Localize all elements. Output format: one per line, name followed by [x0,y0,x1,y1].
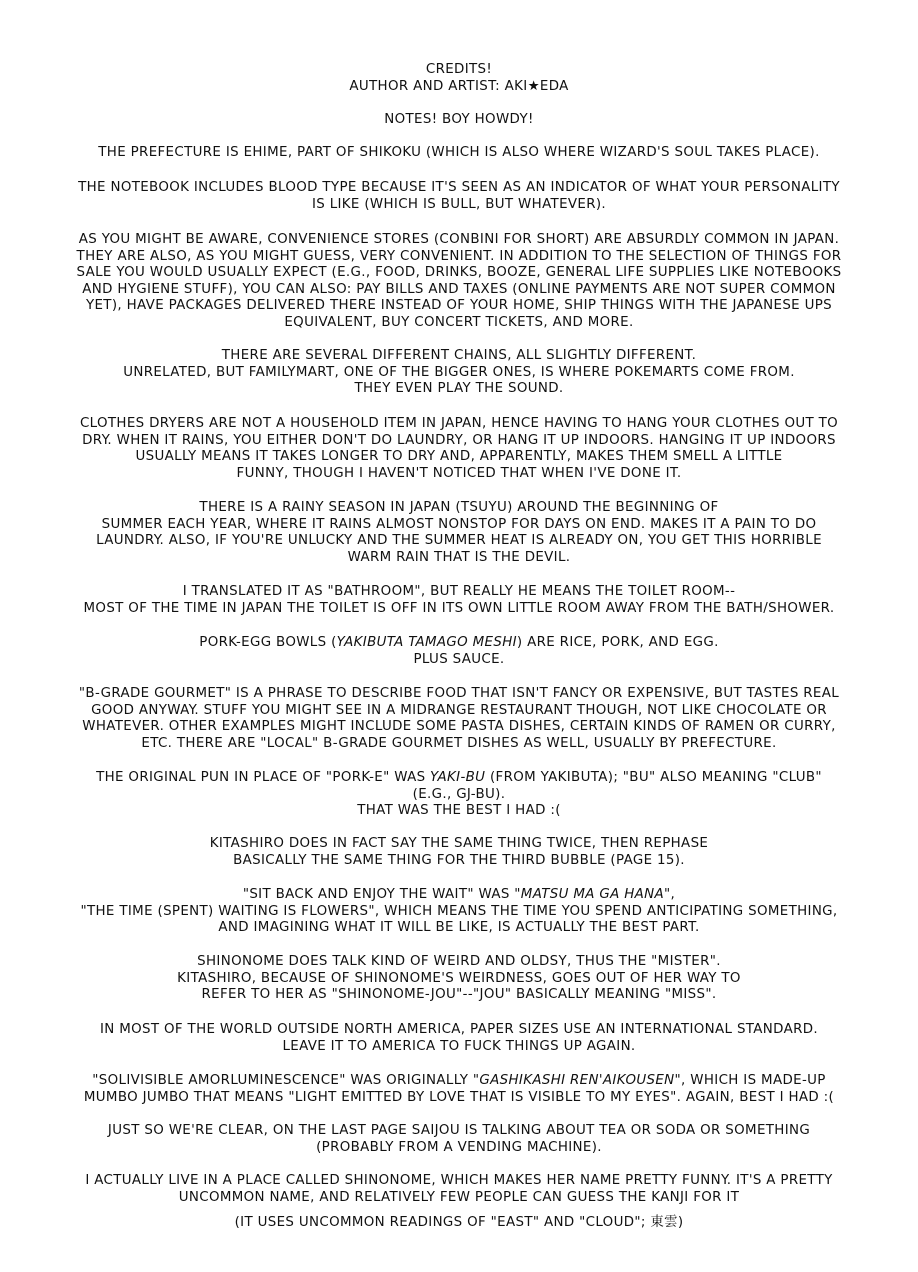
italic-term: YAKI-BU [430,770,486,785]
note-kanji-readings: (IT USES UNCOMMON READINGS OF "EAST" AND "CLOUD"; 東雲) [234,1215,684,1230]
italic-term: MATSU MA GA HANA [520,887,665,902]
note-shinonome-talk: SHINONOME DOES TALK KIND OF WEIRD AND OLDSY, THUS THE "MISTER". KITASHIRO, BECAUSE OF SHINONOME'S WEIRDNESS, GOES OUT OF HER WAY TO REFER TO HER AS "SHINONOME-JOU"--"JOU" BASICALLY MEANING "MISS". [177,954,741,1003]
note-pork-egg-bowls: PORK-EGG BOWLS (YAKIBUTA TAMAGO MESHI) ARE RICE, PORK, AND EGG. PLUS SAUCE. [199,635,719,667]
note-kitashiro-repeat: KITASHIRO DOES IN FACT SAY THE SAME THING TWICE, THEN REPHASE BASICALLY THE SAME THING FOR THE THIRD BUBBLE (PAGE 15). [209,836,709,868]
notes-title: NOTES! BOY HOWDY! [384,112,534,127]
credits-heading: CREDITS! [425,62,493,77]
credits-header [0,62,918,95]
note-rainy-season: THERE IS A RAINY SEASON IN JAPAN (TSUYU) AROUND THE BEGINNING OF SUMMER EACH YEAR, WHERE IT RAINS ALMOST NONSTOP FOR DAYS ON END. MAKES IT A PAIN TO DO LAUNDRY. ALSO, IF YOU'RE UNLUCKY AND THE SUMMER HEAT IS ALREADY ON, YOU GET THIS HORRIBLE WARM RAIN THAT IS THE DEVIL. [96,500,822,565]
note-paper-sizes: IN MOST OF THE WORLD OUTSIDE NORTH AMERICA, PAPER SIZES USE AN INTERNATIONAL STANDARD. LEAVE IT TO AMERICA TO FUCK THINGS UP AGAIN. [99,1022,819,1054]
note-blood-type: THE NOTEBOOK INCLUDES BLOOD TYPE BECAUSE IT'S SEEN AS AN INDICATOR OF WHAT YOUR PERSONALITY IS LIKE (WHICH IS BULL, BUT WHATEVER). [78,180,840,212]
italic-term: GASHIKASHI REN'AIKOUSEN [479,1073,675,1088]
note-b-grade-gourmet: "B-GRADE GOURMET" IS A PHRASE TO DESCRIBE FOOD THAT ISN'T FANCY OR EXPENSIVE, BUT TASTES REAL GOOD ANYWAY. STUFF YOU MIGHT SEE IN A MIDRANGE RESTAURANT THOUGH, NOT LIKE CHOCOLATE OR WHATEVER. OTHER EXAMPLES MIGHT INCLUDE SOME PASTA DISHES, CERTAIN KINDS OF RAMEN OR CURRY, ETC. THERE ARE "LOCAL" B-GRADE GOURMET DISHES AS WELL, USUALLY BY PREFECTURE. [78,686,840,751]
italic-term: YAKIBUTA TAMAGO MESHI [336,635,517,650]
note-original-pun: THE ORIGINAL PUN IN PLACE OF "PORK-E" WAS YAKI-BU (FROM YAKIBUTA); "BU" ALSO MEANING "CLUB" (E.G., GJ-BU). THAT WAS THE BEST I HAD :( [96,770,822,819]
note-bathroom: I TRANSLATED IT AS "BATHROOM", BUT REALLY HE MEANS THE TOILET ROOM-- MOST OF THE TIME IN JAPAN THE TOILET IS OFF IN ITS OWN LITTLE ROOM AWAY FROM THE BATH/SHOWER. [83,584,835,616]
note-solivisible: "SOLIVISIBLE AMORLUMINESCENCE" WAS ORIGINALLY "GASHIKASHI REN'AIKOUSEN", WHICH IS MADE-UP MUMBO JUMBO THAT MEANS "LIGHT EMITTED BY LOVE THAT IS VISIBLE TO MY EYES". AGAIN, BEST I HAD :( [83,1073,835,1105]
author-line: AUTHOR AND ARTIST: AKI★EDA [349,78,569,94]
note-prefecture: THE PREFECTURE IS EHIME, PART OF SHIKOKU (WHICH IS ALSO WHERE WIZARD'S SOUL TAKES PLACE). [98,145,820,160]
note-chains: THERE ARE SEVERAL DIFFERENT CHAINS, ALL SLIGHTLY DIFFERENT. UNRELATED, BUT FAMILYMART, ONE OF THE BIGGER ONES, IS WHERE POKEMARTS COME FROM. THEY EVEN PLAY THE SOUND. [123,348,795,397]
note-sit-back: "SIT BACK AND ENJOY THE WAIT" WAS "MATSU MA GA HANA", "THE TIME (SPENT) WAITING IS FLOWERS", WHICH MEANS THE TIME YOU SPEND ANTICIPATING SOMETHING, AND IMAGINING WHAT IT WILL BE LIKE, IS ACTUALLY THE BEST PART. [80,887,838,936]
note-clothes-dryers: CLOTHES DRYERS ARE NOT A HOUSEHOLD ITEM IN JAPAN, HENCE HAVING TO HANG YOUR CLOTHES OUT TO DRY. WHEN IT RAINS, YOU EITHER DON'T DO LAUNDRY, OR HANG IT UP INDOORS. HANGING IT UP INDOORS USUALLY MEANS IT TAKES LONGER TO DRY AND, APPARENTLY, MAKES THEM SMELL A LITTLE FUNNY, THOUGH I HAVEN'T NOTICED THAT WHEN I'VE DONE IT. [79,416,839,481]
note-convenience-stores: AS YOU MIGHT BE AWARE, CONVENIENCE STORES (CONBINI FOR SHORT) ARE ABSURDLY COMMON IN JAPAN. THEY ARE ALSO, AS YOU MIGHT GUESS, VERY CONVENIENT. IN ADDITION TO THE SELECTION OF THINGS FOR SALE YOU WOULD USUALLY EXPECT (E.G., FOOD, DRINKS, BOOZE, GENERAL LIFE SUPPLIES LIKE NOTEBOOKS AND HYGIENE STUFF), YOU CAN ALSO: PAY BILLS AND TAXES (ONLINE PAYMENTS ARE NOT SUPER COMMON YET), HAVE PACKAGES DELIVERED THERE INSTEAD OF YOUR HOME, SHIP THINGS WITH THE JAPANESE UPS EQUIVALENT, BUY CONCERT TICKETS, AND MORE. [76,232,842,330]
note-shinonome-place: I ACTUALLY LIVE IN A PLACE CALLED SHINONOME, WHICH MAKES HER NAME PRETTY FUNNY. IT'S A PRETTY UNCOMMON NAME, AND RELATIVELY FEW PEOPLE CAN GUESS THE KANJI FOR IT [85,1173,833,1205]
note-last-page: JUST SO WE'RE CLEAR, ON THE LAST PAGE SAIJOU IS TALKING ABOUT TEA OR SODA OR SOMETHING (PROBABLY FROM A VENDING MACHINE). [107,1123,811,1155]
